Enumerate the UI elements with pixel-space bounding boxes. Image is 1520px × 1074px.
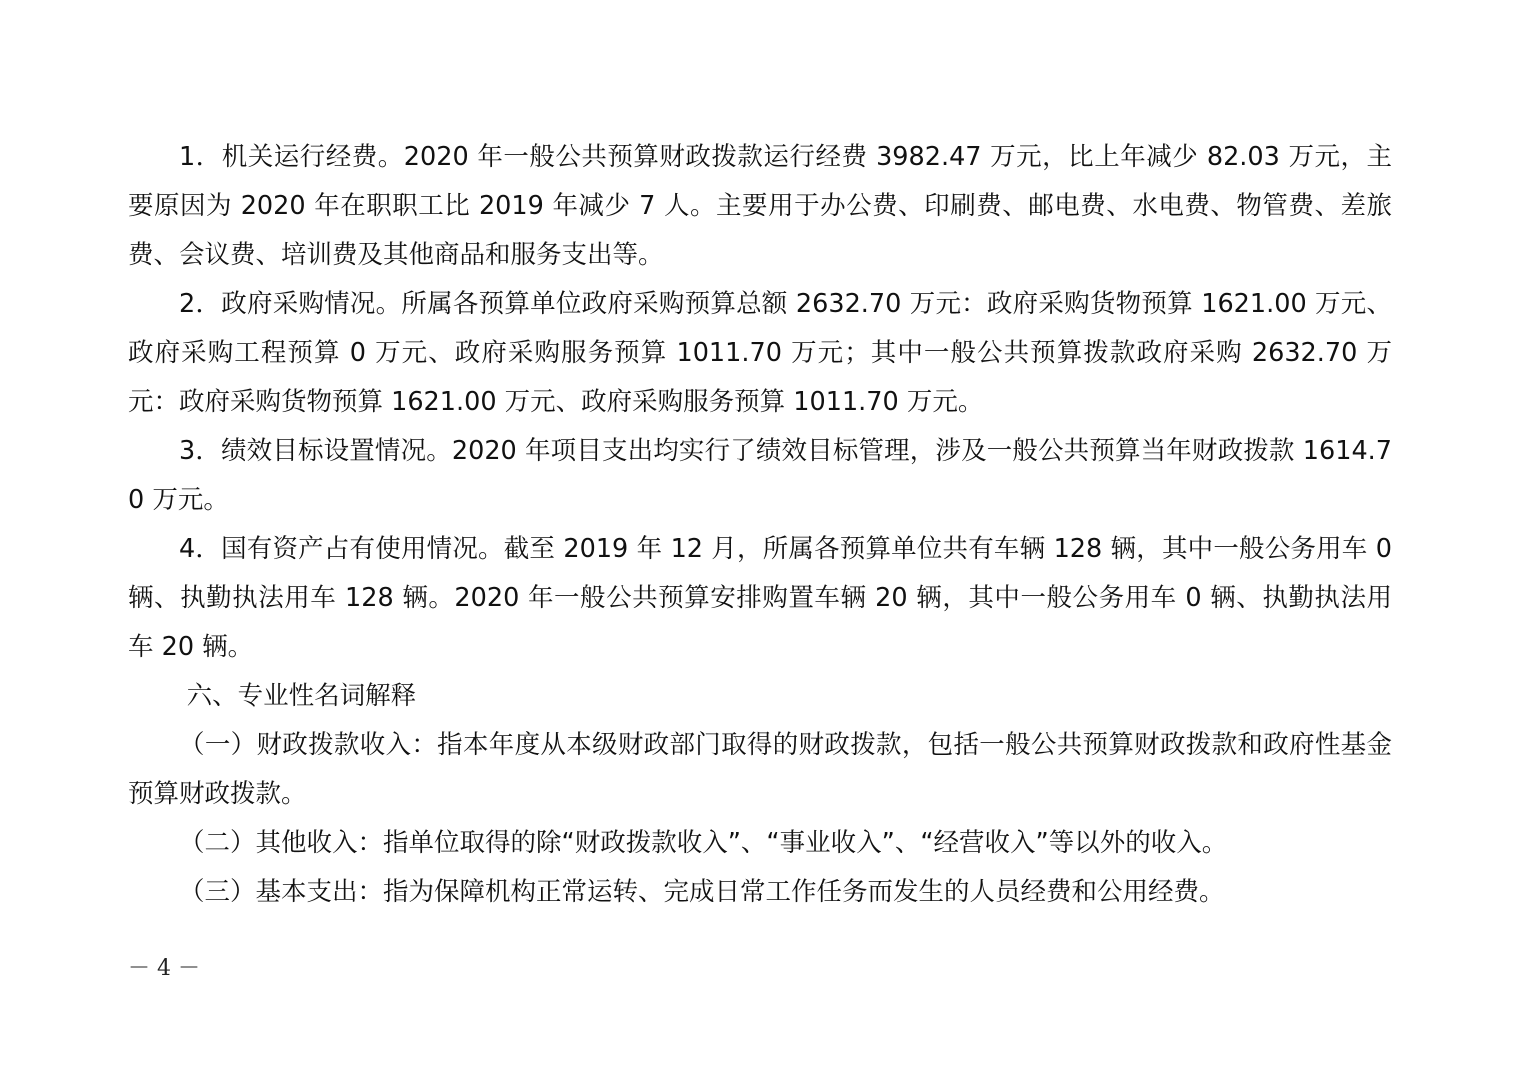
page-number: － 4 － [128,956,200,981]
section-heading-terms: 六、专业性名词解释 [186,681,417,711]
paragraph-government-procurement: 2．政府采购情况。所属各预算单位政府采购预算总额 2632.70 万元：政府采购货物预算 1621.00 万元、政府采购工程预算 0 万元、政府采购服务预算 1011.70 万元；其中一般公共预算拨款政府采购 2632.70 万元：政府采购货物预算 1621.00 万元、政府采购服务预算 1011.70 万元。 [128,289,1393,417]
paragraph-state-assets: 4．国有资产占有使用情况。截至 2019 年 12 月，所属各预算单位共有车辆 128 辆，其中一般公务用车 0 辆、执勤执法用车 128 辆。2020 年一般公共预算安排购置车辆 20 辆，其中一般公务用车 0 辆、执勤执法用车 20 辆。 [128,534,1392,662]
paragraph-term-basic-expenditure: （三）基本支出：指为保障机构正常运转、完成日常工作任务而发生的人员经费和公用经费。 [179,877,1225,907]
paragraph-performance-targets: 3．绩效目标设置情况。2020 年项目支出均实行了绩效目标管理，涉及一般公共预算当年财政拨款 1614.70 万元。 [128,436,1392,515]
paragraph-term-fiscal-appropriation: （一）财政拨款收入：指本年度从本级财政部门取得的财政拨款，包括一般公共预算财政拨款和政府性基金预算财政拨款。 [128,730,1392,809]
document-body [128,133,1392,917]
paragraph-term-other-income: （二）其他收入：指单位取得的除“财政拨款收入”、“事业收入”、“经营收入”等以外的收入。 [179,828,1228,858]
paragraph-operating-expenses: 1．机关运行经费。2020 年一般公共预算财政拨款运行经费 3982.47 万元，比上年减少 82.03 万元，主要原因为 2020 年在职职工比 2019 年减少 7 人。主要用于办公费、印刷费、邮电费、水电费、物管费、差旅费、会议费、培训费及其他商品和服务支出等。 [128,142,1392,270]
